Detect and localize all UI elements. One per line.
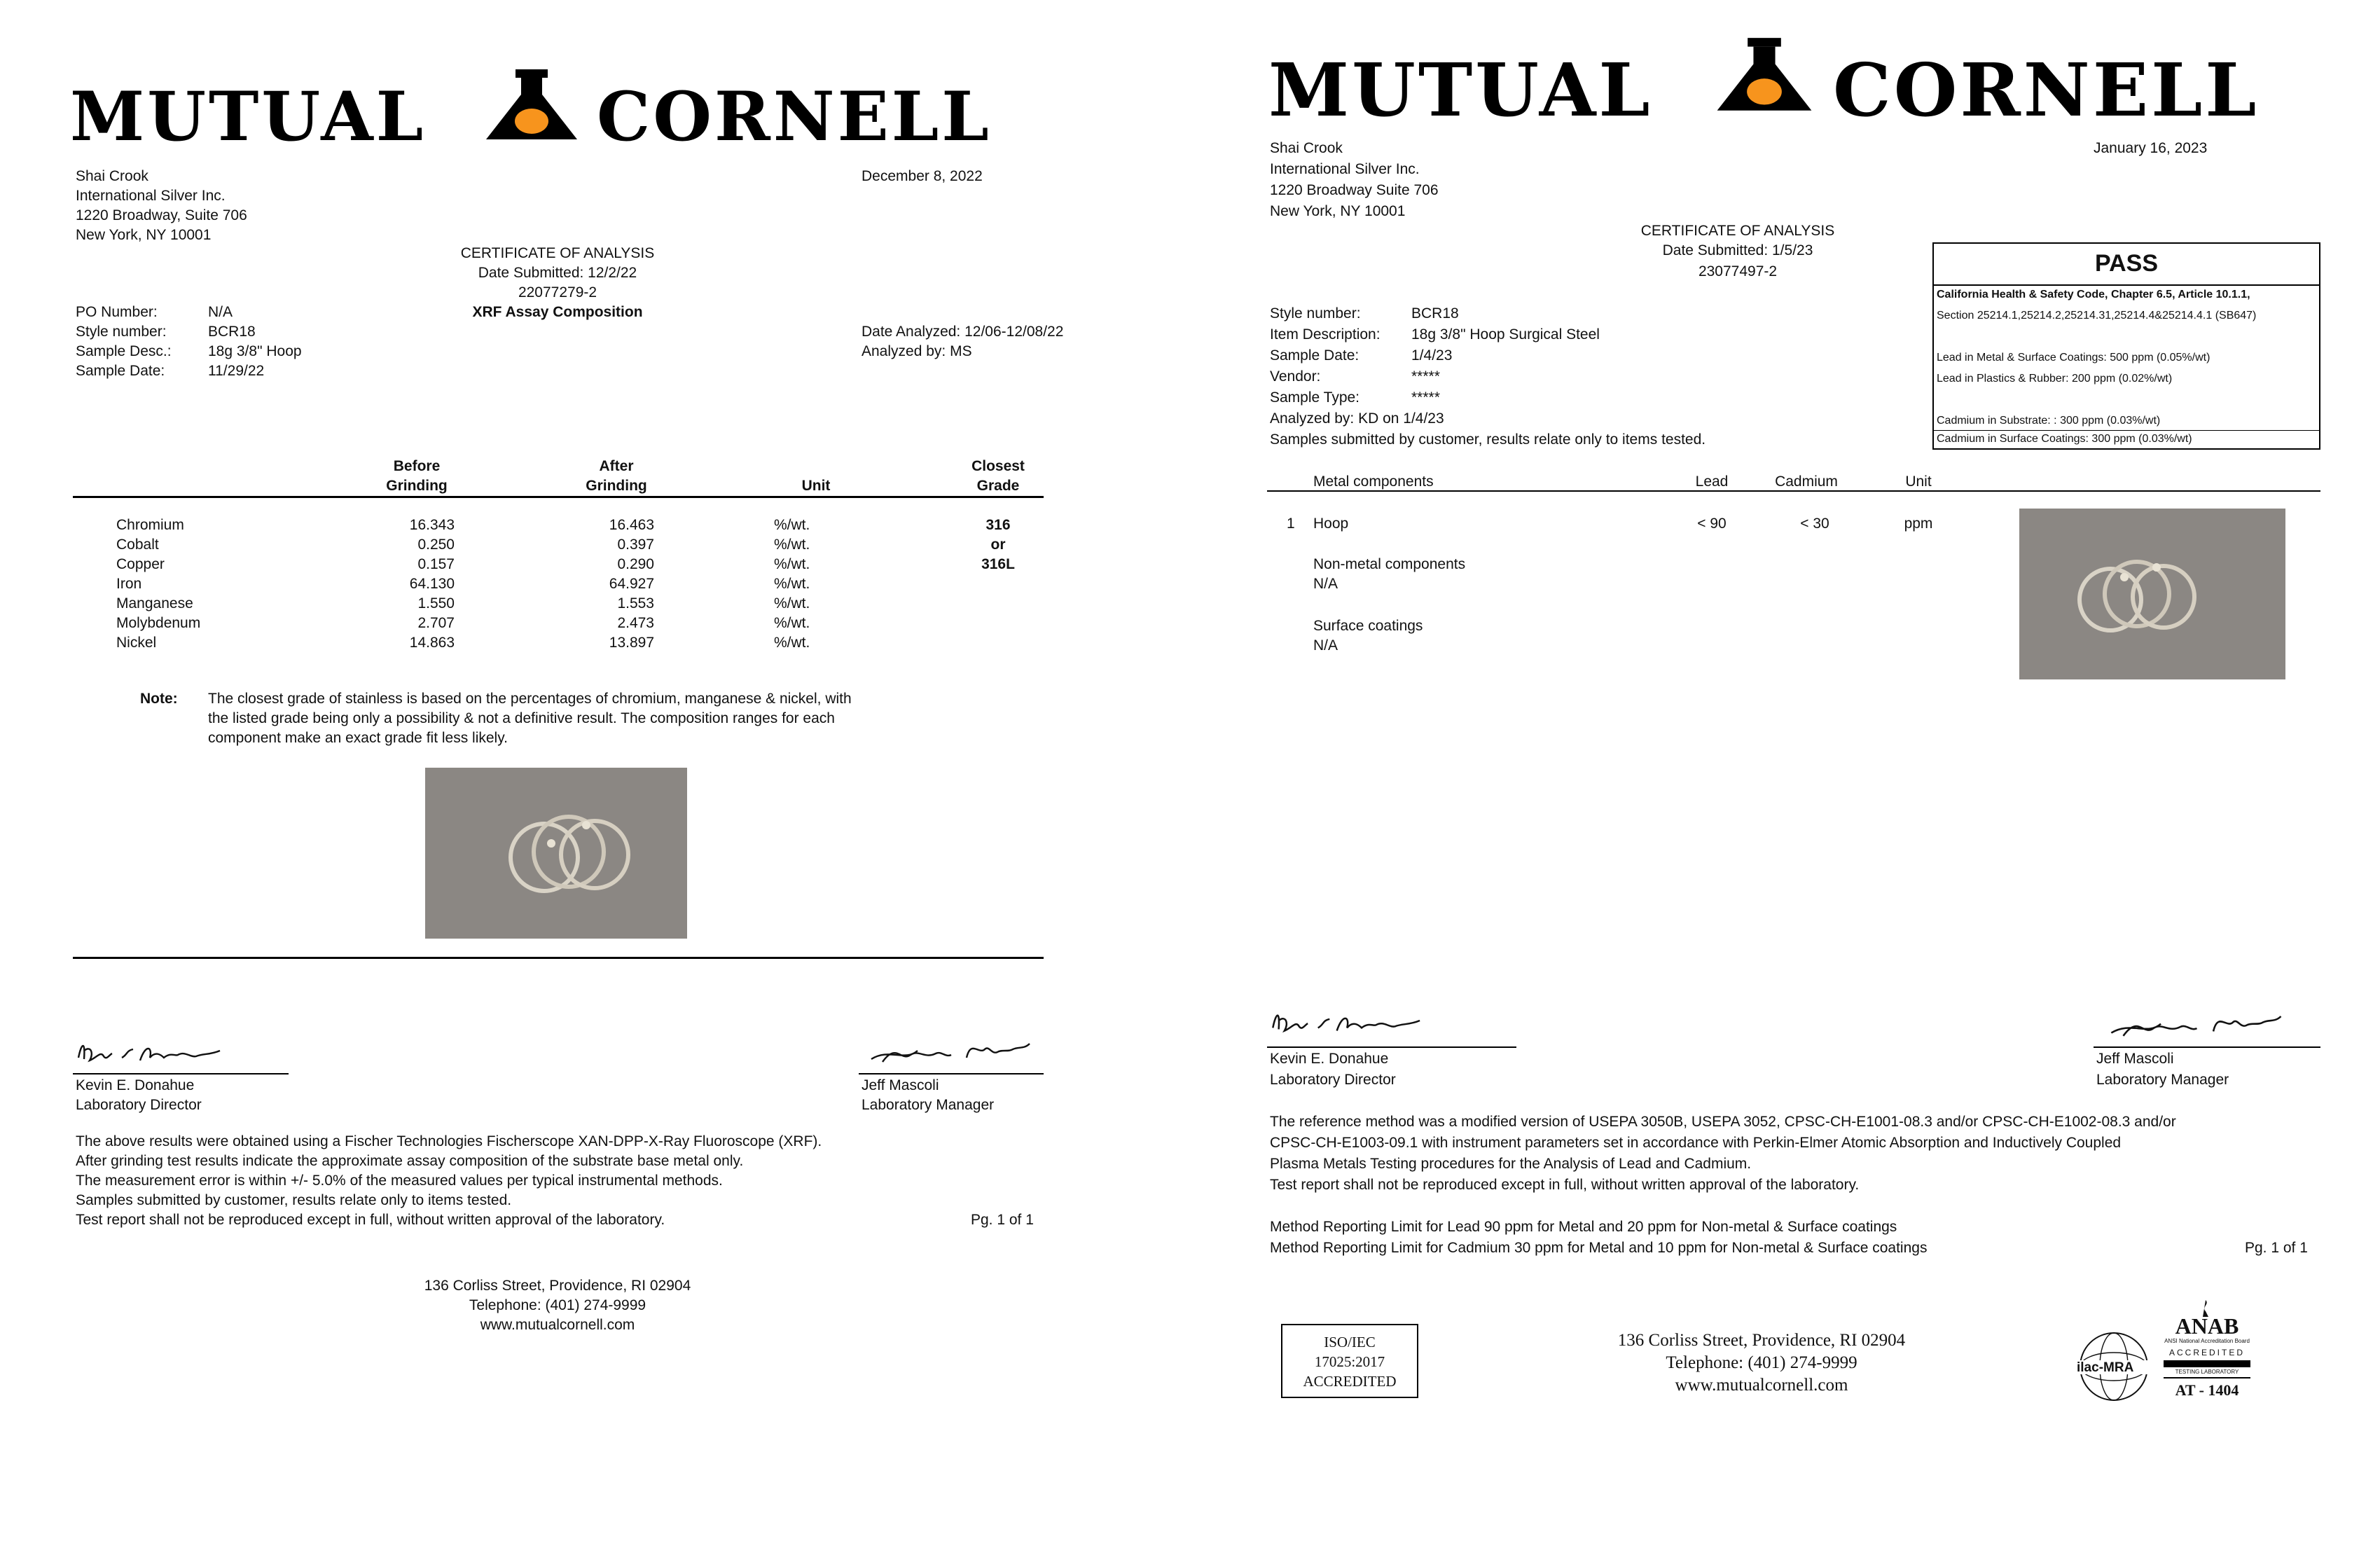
row-after: 0.397 [617, 537, 654, 553]
signer1-title: Laboratory Director [1270, 1072, 1396, 1088]
row-after: 13.897 [609, 635, 654, 651]
row-unit: %/wt. [774, 556, 810, 572]
addressee-name: Shai Crook [1270, 140, 1343, 156]
signer1-title: Laboratory Director [76, 1097, 202, 1113]
row-unit: %/wt. [774, 615, 810, 631]
header-unit: Unit [1905, 474, 1932, 490]
iso-accreditation-badge [1281, 1324, 1418, 1398]
iso-line-3: ACCREDITED [1303, 1373, 1397, 1390]
contact-website: www.mutualcornell.com [1675, 1376, 1848, 1395]
table-header-rule [1267, 490, 2320, 492]
nonmetal-label: Non-metal components [1313, 556, 1466, 572]
date-analyzed: Date Analyzed: 12/06-12/08/22 [862, 324, 1064, 340]
contact-address: 136 Corliss Street, Providence, RI 02904 [1617, 1331, 1906, 1350]
signature-mascoli-image [2101, 1006, 2304, 1048]
date-submitted: Date Submitted: 1/5/23 [1662, 242, 1813, 258]
logo-word-cornell: CORNELL [1833, 47, 2260, 133]
field-label-sample-type: Sample Type: [1270, 389, 1360, 406]
field-label-sample-date: Sample Date: [1270, 347, 1359, 364]
field-label-style: Style number: [1270, 305, 1361, 322]
row-index: 1 [1287, 516, 1295, 532]
row-unit: %/wt. [774, 595, 810, 611]
signature-line-1 [1267, 1046, 1516, 1048]
field-value-style: BCR18 [1411, 305, 1459, 322]
row-grade: 316L [981, 556, 1015, 572]
row-grade: 316 [985, 517, 1011, 533]
field-label-style: Style number: [76, 324, 167, 340]
row-unit: %/wt. [774, 576, 810, 592]
row-element: Nickel [116, 635, 157, 651]
row-cadmium: < 30 [1800, 516, 1829, 532]
row-after: 64.927 [609, 576, 654, 592]
field-value-po: N/A [208, 304, 233, 320]
row-element: Iron [116, 576, 142, 592]
pass-compliance-box [1932, 242, 2320, 450]
pass-lead-plastic: Lead in Plastics & Rubber: 200 ppm (0.02%/wt) [1937, 373, 2173, 385]
samples-note: Samples submitted by customer, results relate only to items tested. [1270, 431, 1706, 448]
contact-website: www.mutualcornell.com [480, 1317, 635, 1333]
row-name: Hoop [1313, 516, 1349, 532]
reference-line-3: Plasma Metals Testing procedures for the Analysis of Lead and Cadmium. [1270, 1156, 1752, 1172]
pass-code: California Health & Safety Code, Chapter 6.5, Article 10.1.1, [1937, 289, 2250, 300]
header-after-1: After [599, 458, 634, 474]
header-unit: Unit [801, 478, 831, 494]
row-before: 1.550 [417, 595, 455, 611]
logo-word-mutual: MUTUAL [70, 77, 427, 156]
row-after: 2.473 [617, 615, 654, 631]
certificate-number: 23077497-2 [1698, 263, 1778, 279]
report-date: January 16, 2023 [2094, 140, 2208, 156]
signature-donahue-image [73, 1030, 255, 1072]
row-unit: %/wt. [774, 635, 810, 651]
field-value-item-desc: 18g 3/8" Hoop Surgical Steel [1411, 326, 1600, 343]
field-value-sample-date: 1/4/23 [1411, 347, 1453, 364]
contact-address: 136 Corliss Street, Providence, RI 02904 [424, 1278, 691, 1294]
page-number: Pg. 1 of 1 [2245, 1240, 2308, 1256]
anab-sub1: ANSI National Accreditation Board [2164, 1338, 2250, 1344]
pass-divider-2 [1934, 430, 2319, 431]
footer-line-3: The measurement error is within +/- 5.0% of the measured values per typical instrumental methods. [76, 1173, 723, 1189]
reference-line-2: CPSC-CH-E1003-09.1 with instrument parameters set in accordance with Perkin-Elmer Atomic Absorption and Inductively Coupled [1270, 1135, 2122, 1151]
row-before: 0.250 [417, 537, 455, 553]
field-value-sample-desc: 18g 3/8" Hoop [208, 343, 302, 359]
row-unit: %/wt. [774, 537, 810, 553]
header-closest-2: Grade [976, 478, 1020, 494]
addressee-city: New York, NY 10001 [76, 227, 212, 243]
row-element: Copper [116, 556, 165, 572]
date-submitted: Date Submitted: 12/2/22 [478, 265, 637, 281]
signature-mascoli-image [869, 1034, 1044, 1073]
footer-line-1: The above results were obtained using a Fischer Technologies Fischerscope XAN-DPP-X-Ray Fluoroscope (XRF). [76, 1133, 822, 1149]
row-unit: ppm [1904, 516, 1933, 532]
iso-line-2: 17025:2017 [1314, 1353, 1385, 1370]
addressee-street: 1220 Broadway, Suite 706 [76, 207, 247, 223]
field-label-po: PO Number: [76, 304, 158, 320]
sample-photo [425, 768, 687, 939]
signer2-name: Jeff Mascoli [2096, 1051, 2174, 1067]
row-before: 0.157 [417, 556, 455, 572]
row-element: Molybdenum [116, 615, 201, 631]
note-line-2: the listed grade being only a possibility & not a definitive result. The composition ranges for each [208, 710, 835, 726]
header-cadmium: Cadmium [1775, 474, 1838, 490]
row-after: 16.463 [609, 517, 654, 533]
header-after-2: Grinding [586, 478, 647, 494]
row-before: 2.707 [417, 615, 455, 631]
footer-line-5: Test report shall not be reproduced except in full, without written approval of the laboratory. [76, 1212, 665, 1228]
header-lead: Lead [1695, 474, 1729, 490]
certificate-subtitle: XRF Assay Composition [472, 304, 643, 320]
ilac-label: ilac-MRA [2077, 1360, 2134, 1375]
pass-lead-metal: Lead in Metal & Surface Coatings: 500 ppm (0.05%/wt) [1937, 352, 2211, 364]
footer-line-2: After grinding test results indicate the approximate assay composition of the substrate base metal only. [76, 1153, 744, 1169]
anab-sub3: TESTING LABORATORY [2175, 1369, 2239, 1375]
anab-cert-number: AT - 1404 [2175, 1381, 2239, 1399]
row-before: 64.130 [409, 576, 455, 592]
hoop-rings-image [425, 768, 687, 939]
anab-bar [2164, 1360, 2250, 1367]
note-line-3: component make an exact grade fit less likely. [208, 730, 508, 746]
addressee-city: New York, NY 10001 [1270, 203, 1406, 219]
row-after: 1.553 [617, 595, 654, 611]
iso-line-1: ISO/IEC [1324, 1334, 1376, 1350]
contact-phone: Telephone: (401) 274-9999 [1666, 1353, 1857, 1372]
signature-donahue-image [1267, 997, 1456, 1044]
header-closest-1: Closest [971, 458, 1025, 474]
field-label-vendor: Vendor: [1270, 368, 1321, 385]
limit-line-1: Method Reporting Limit for Lead 90 ppm for Metal and 20 ppm for Non-metal & Surface coatings [1270, 1219, 1897, 1235]
nonmetal-value: N/A [1313, 576, 1338, 592]
logo-word-cornell: CORNELL [597, 77, 992, 156]
pass-cadmium-coating: Cadmium in Surface Coatings: 300 ppm (0.03%/wt) [1937, 433, 2192, 445]
note-line-1: The closest grade of stainless is based on the percentages of chromium, manganese & nickel, with [208, 691, 852, 707]
analyzed-by: Analyzed by: KD on 1/4/23 [1270, 410, 1444, 427]
signer2-name: Jeff Mascoli [862, 1077, 939, 1093]
pass-divider [1934, 284, 2319, 286]
row-unit: %/wt. [774, 517, 810, 533]
field-label-item-desc: Item Description: [1270, 326, 1381, 343]
signer1-name: Kevin E. Donahue [76, 1077, 195, 1093]
field-value-sample-date: 11/29/22 [208, 363, 265, 379]
row-after: 0.290 [617, 556, 654, 572]
field-label-sample-desc: Sample Desc.: [76, 343, 172, 359]
addressee-name: Shai Crook [76, 168, 148, 184]
table-header-rule [73, 496, 1044, 498]
anab-name: ANAB [2175, 1313, 2239, 1339]
footer-line-4: Samples submitted by customer, results relate only to items tested. [76, 1192, 512, 1208]
logo-word-mutual: MUTUAL [1268, 47, 1653, 133]
signer2-title: Laboratory Manager [862, 1097, 995, 1113]
field-label-sample-date: Sample Date: [76, 363, 165, 379]
row-element: Chromium [116, 517, 184, 533]
certificate-number: 22077279-2 [518, 284, 597, 300]
signer1-name: Kevin E. Donahue [1270, 1051, 1389, 1067]
certificate-lead-cadmium [1190, 0, 2380, 1541]
header-before-2: Grinding [386, 478, 448, 494]
pass-status: PASS [2094, 250, 2159, 277]
signer2-title: Laboratory Manager [2096, 1072, 2229, 1088]
pass-cadmium-substrate: Cadmium in Substrate: : 300 ppm (0.03%/wt) [1937, 415, 2161, 427]
flask-logo-icon [479, 67, 584, 144]
row-lead: < 90 [1697, 516, 1727, 532]
surface-label: Surface coatings [1313, 618, 1423, 634]
row-grade: or [990, 537, 1006, 553]
note-label: Note: [140, 691, 178, 707]
header-metal-components: Metal components [1313, 474, 1434, 490]
surface-value: N/A [1313, 637, 1338, 654]
anab-sub2: ACCREDITED [2168, 1348, 2246, 1357]
addressee-company: International Silver Inc. [76, 188, 226, 204]
pass-section: Section 25214.1,25214.2,25214.31,25214.4&25214.4.1 (SB647) [1937, 310, 2257, 322]
row-before: 14.863 [409, 635, 455, 651]
report-date: December 8, 2022 [862, 168, 983, 184]
field-value-style: BCR18 [208, 324, 256, 340]
reference-line-1: The reference method was a modified version of USEPA 3050B, USEPA 3052, CPSC-CH-E1001-08.3 and/or CPSC-CH-E1002-08.3 and/or [1270, 1114, 2176, 1130]
limit-line-2: Method Reporting Limit for Cadmium 30 ppm for Metal and 10 ppm for Non-metal & Surface coatings [1270, 1240, 1928, 1256]
row-before: 16.343 [409, 517, 455, 533]
sample-photo [2019, 509, 2285, 679]
contact-phone: Telephone: (401) 274-9999 [469, 1297, 646, 1313]
addressee-street: 1220 Broadway Suite 706 [1270, 182, 1439, 198]
field-value-vendor: ***** [1411, 368, 1440, 385]
page-number: Pg. 1 of 1 [971, 1212, 1034, 1228]
flask-logo-icon [1710, 35, 1819, 115]
certificate-title: CERTIFICATE OF ANALYSIS [1640, 223, 1835, 239]
hoop-rings-image [2019, 509, 2285, 679]
header-before-1: Before [393, 458, 441, 474]
analyzed-by: Analyzed by: MS [862, 343, 972, 359]
reference-line-4: Test report shall not be reproduced except in full, without written approval of the laboratory. [1270, 1177, 1860, 1193]
section-rule [73, 957, 1044, 959]
field-value-sample-type: ***** [1411, 389, 1440, 406]
row-element: Manganese [116, 595, 193, 611]
certificate-title: CERTIFICATE OF ANALYSIS [460, 245, 655, 261]
signature-line-2 [2094, 1046, 2320, 1048]
row-element: Cobalt [116, 537, 159, 553]
anab-rule [2164, 1377, 2250, 1378]
addressee-company: International Silver Inc. [1270, 161, 1420, 177]
signature-line-1 [73, 1073, 289, 1074]
signature-line-2 [859, 1073, 1044, 1074]
